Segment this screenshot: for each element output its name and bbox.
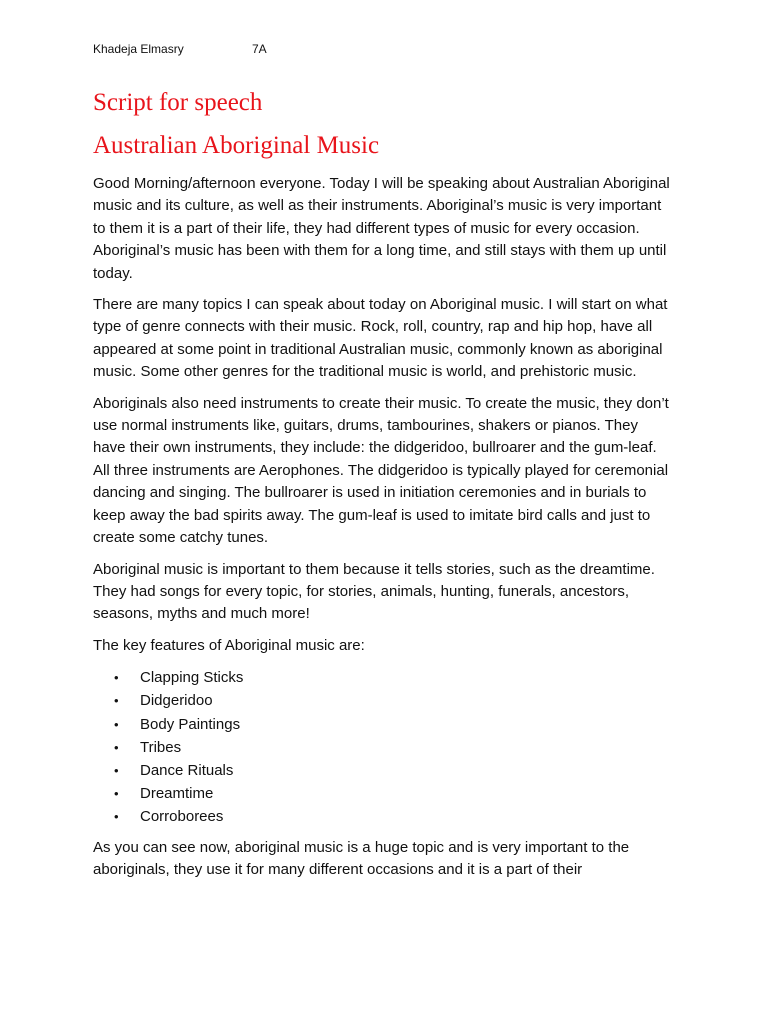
topic-title: Australian Aboriginal Music	[93, 132, 380, 159]
page-header	[93, 42, 267, 56]
paragraph-key-features-intro: The key features of Aboriginal music are:	[93, 636, 365, 654]
speech-body	[93, 173, 673, 890]
bullet-icon: •	[114, 670, 119, 686]
paragraph-genres: There are many topics I can speak about today on Aboriginal music. I will start on what type of genre connects with their music. Rock, roll, country, rap and hip hop, have all appeared at some point in traditional Australian music, commonly known as aboriginal music. Some other genres for the traditional music is world, and prehistoric music.	[93, 296, 668, 381]
bullet-icon: •	[114, 762, 119, 778]
bullet-icon: •	[114, 716, 119, 732]
paragraph-closing: As you can see now, aboriginal music is a huge topic and is very important to the aboriginals, they use it for many different occasions and it is a part of their	[93, 838, 630, 878]
list-item: • Dance Rituals	[93, 759, 673, 782]
list-item: • Clapping Sticks	[93, 666, 673, 689]
grade-label: 7A	[252, 42, 267, 56]
paragraph-instruments: Aboriginals also need instruments to create their music. To create the music, they don’t use normal instruments like, guitars, drums, tambourines, shakers or pianos. They have their own instruments, they include: the didgeridoo, bullroarer and the gum-leaf. All three instruments are Aerophones. The didgeridoo is typically played for ceremonial dancing and singing. The bullroarer is used in initiation ceremonies and in burials to keep away the bad spirits away. The gum-leaf is used to imitate bird calls and just to create some catchy tunes.	[93, 394, 669, 547]
paragraph-stories: Aboriginal music is important to them because it tells stories, such as the dreamtime. They had songs for every topic, for stories, animals, hunting, funerals, ancestors, seasons, myths and much more!	[93, 560, 655, 623]
bullet-icon: •	[114, 809, 119, 825]
list-item: • Body Paintings	[93, 713, 673, 736]
script-title: Script for speech	[93, 89, 263, 116]
list-item: • Dreamtime	[93, 782, 673, 805]
list-item: • Didgeridoo	[93, 689, 673, 712]
paragraph-intro: Good Morning/afternoon everyone. Today I will be speaking about Australian Aboriginal music and its culture, as well as their instruments. Aboriginal’s music is very important to them it is a part of their life, they had different types of music for every occasion. Aboriginal’s music has been with them for a long time, and still stays with them up until today.	[93, 175, 670, 282]
bullet-icon: •	[114, 786, 119, 802]
list-item: • Tribes	[93, 736, 673, 759]
author-name: Khadeja Elmasry	[93, 42, 184, 56]
bullet-icon: •	[114, 739, 119, 755]
key-features-list	[93, 666, 673, 828]
bullet-icon: •	[114, 693, 119, 709]
list-item: • Corroborees	[93, 805, 673, 828]
